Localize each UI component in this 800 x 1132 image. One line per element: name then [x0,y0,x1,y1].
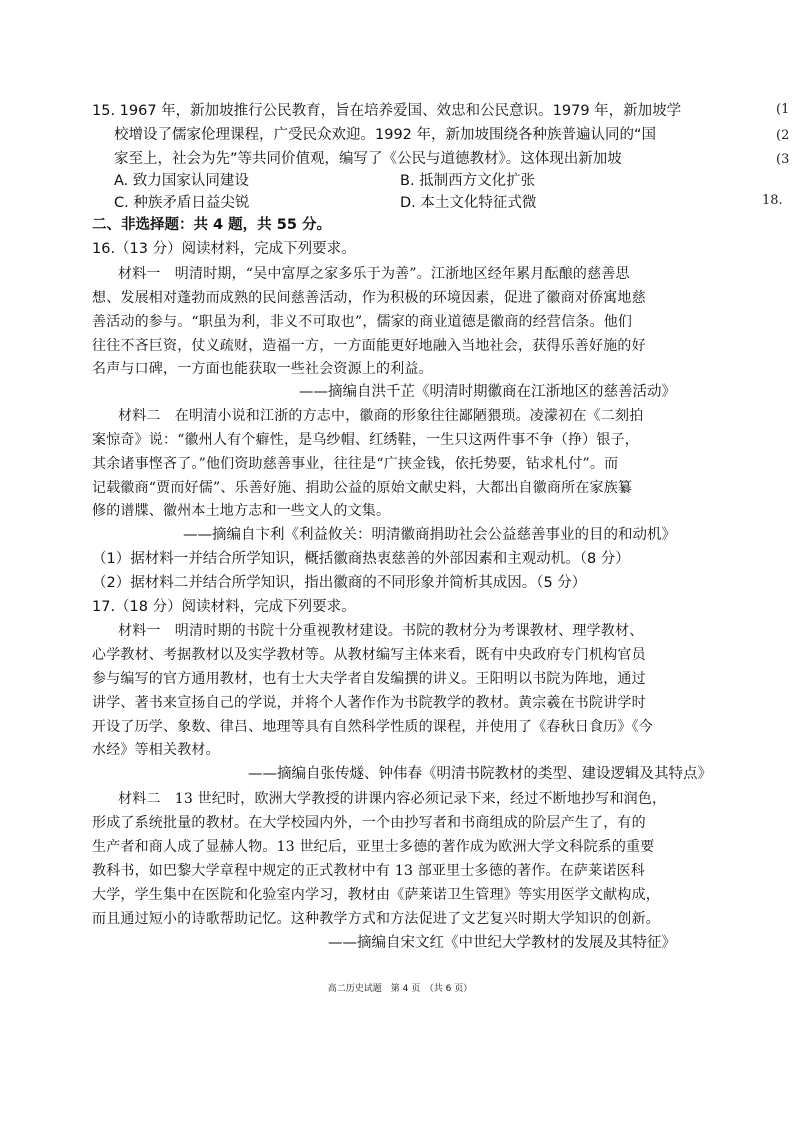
margin-mark: (2 [776,128,790,143]
material-line: 修的谱牒、徽州本土地方志和一些文人的文集。 [92,503,391,519]
margin-mark: (3 [776,152,790,167]
material-source: ——摘编自张传燧、钟伟春《明清书院教材的类型、建设逻辑及其特点》 [248,766,712,782]
material-line: 材料一 明清时期，“吴中富厚之家多乐于为善”。江浙地区经年累月酝酿的慈善思 [118,266,630,282]
material-line: 案惊奇》说：“徽州人有个癖性，是乌纱帽、红绣鞋，一生只这两件事不争（挣）银子， [92,432,639,448]
question-15-stem-line: 15. 1967 年，新加坡推行公民教育，旨在培养爱国、效忠和公民意识。1979 年，新加坡学 [92,103,682,119]
material-source: ——摘编自宋文红《中世纪大学教材的发展及其特征》 [328,935,676,951]
section-heading: 二、非选择题：共 4 题，共 55 分。 [92,217,331,233]
margin-mark: (1 [776,102,790,117]
material-line: 材料二 13 世纪时，欧洲大学教授的讲课内容必须记录下来，经过不断地抄写和润色， [118,791,667,807]
option-c: C. 种族矛盾日益尖锐 [114,195,250,211]
material-line: 想、发展相对蓬勃而成熟的民间慈善活动，作为积极的环境因素，促进了徽商对侨寓地慈 [92,290,646,306]
margin-mark: 18. [762,193,783,208]
question-15-stem-line: 校增设了儒家伦理课程，广受民众欢迎。1992 年，新加坡围绕各种族普遍认同的“国 [114,127,657,143]
question-17-heading: 17.（18 分）阅读材料，完成下列要求。 [92,599,356,615]
material-line: 参与编写的官方通用教材，也有士大夫学者自发编撰的讲义。王阳明以书院为阵地，通过 [92,671,646,687]
material-line: 其余诸事悭吝了。”他们资助慈善事业，往往是“广挟金钱，依托势要，钻求札付”。而 [92,456,619,472]
option-a: A. 致力国家认同建设 [114,173,249,189]
material-line: 教科书，如巴黎大学章程中规定的正式教材中有 13 部亚里士多德的著作。在萨莱诺医科 [92,863,645,879]
material-line: 名声与口碑，一方面也能获取一些社会资源上的利益。 [92,361,433,377]
page-footer: 高二历史试题 第 4 页 （共 6 页） [327,984,473,994]
question-15-stem-line: 家至上，社会为先”等共同价值观，编写了《公民与道德教材》。这体现出新加坡 [114,151,622,167]
material-line: 往往不吝巨资，仗义疏财，造福一方，一方面能更好地融入当地社会，获得乐善好施的好 [92,338,646,354]
material-line: 材料二 在明清小说和江浙的方志中，徽商的形象往往鄙陋猥琐。凌濛初在《二刻拍 [118,408,644,424]
material-source: ——摘编自洪千芷《明清时期徽商在江浙地区的慈善活动》 [299,384,676,400]
option-b: B. 抵制西方文化扩张 [400,173,536,189]
material-line: 而且通过短小的诗歌帮助记忆。这种教学方式和方法促进了文艺复兴时期大学知识的创新。 [92,911,660,927]
material-line: 心学教材、考据教材以及实学教材等。从教材编写主体来看，既有中央政府专门机构官员 [92,647,646,663]
material-line: 讲学、著书来宣扬自己的学说，并将个人著作作为书院教学的教材。黄宗羲在书院讲学时 [92,695,646,711]
material-line: 水经》等相关教材。 [92,742,220,758]
material-line: 善活动的参与。“职虽为利，非义不可取也”，儒家的商业道德是徽商的经营信条。他们 [92,314,633,330]
material-line: 生产者和商人成了显赫人物。13 世纪后，亚里士多德的著作成为欧洲大学文科院系的重要 [92,839,655,855]
material-line: 大学，学生集中在医院和化验室内学习，教材由《萨莱诺卫生管理》等实用医学文献构成， [92,887,660,903]
question-16-heading: 16.（13 分）阅读材料，完成下列要求。 [92,241,356,257]
material-line: 开设了历学、象数、律吕、地理等具有自然科学性质的课程，并使用了《春秋日食历》《今 [92,719,653,735]
material-line: 记载徽商“贾而好儒”、乐善好施、捐助公益的原始文献史料，大都出自徽商所在家族纂 [92,480,633,496]
question-16-ask-2: （2）据材料二并结合所学知识，指出徽商的不同形象并简析其成因。（5 分） [92,575,587,591]
material-line: 材料一 明清时期的书院十分重视教材建设。书院的教材分为考课教材、理学教材、 [118,623,644,639]
question-16-ask-1: （1）据材料一并结合所学知识，概括徽商热衷慈善的外部因素和主观动机。（8 分） [92,551,630,567]
material-line: 形成了系统批量的教材。在大学校园内外，一个由抄写者和书商组成的阶层产生了，有的 [92,815,646,831]
material-source: ——摘编自卞利《利益攸关：明清徽商捐助社会公益慈善事业的目的和动机》 [183,527,676,543]
option-d: D. 本土文化特征式微 [400,195,537,211]
